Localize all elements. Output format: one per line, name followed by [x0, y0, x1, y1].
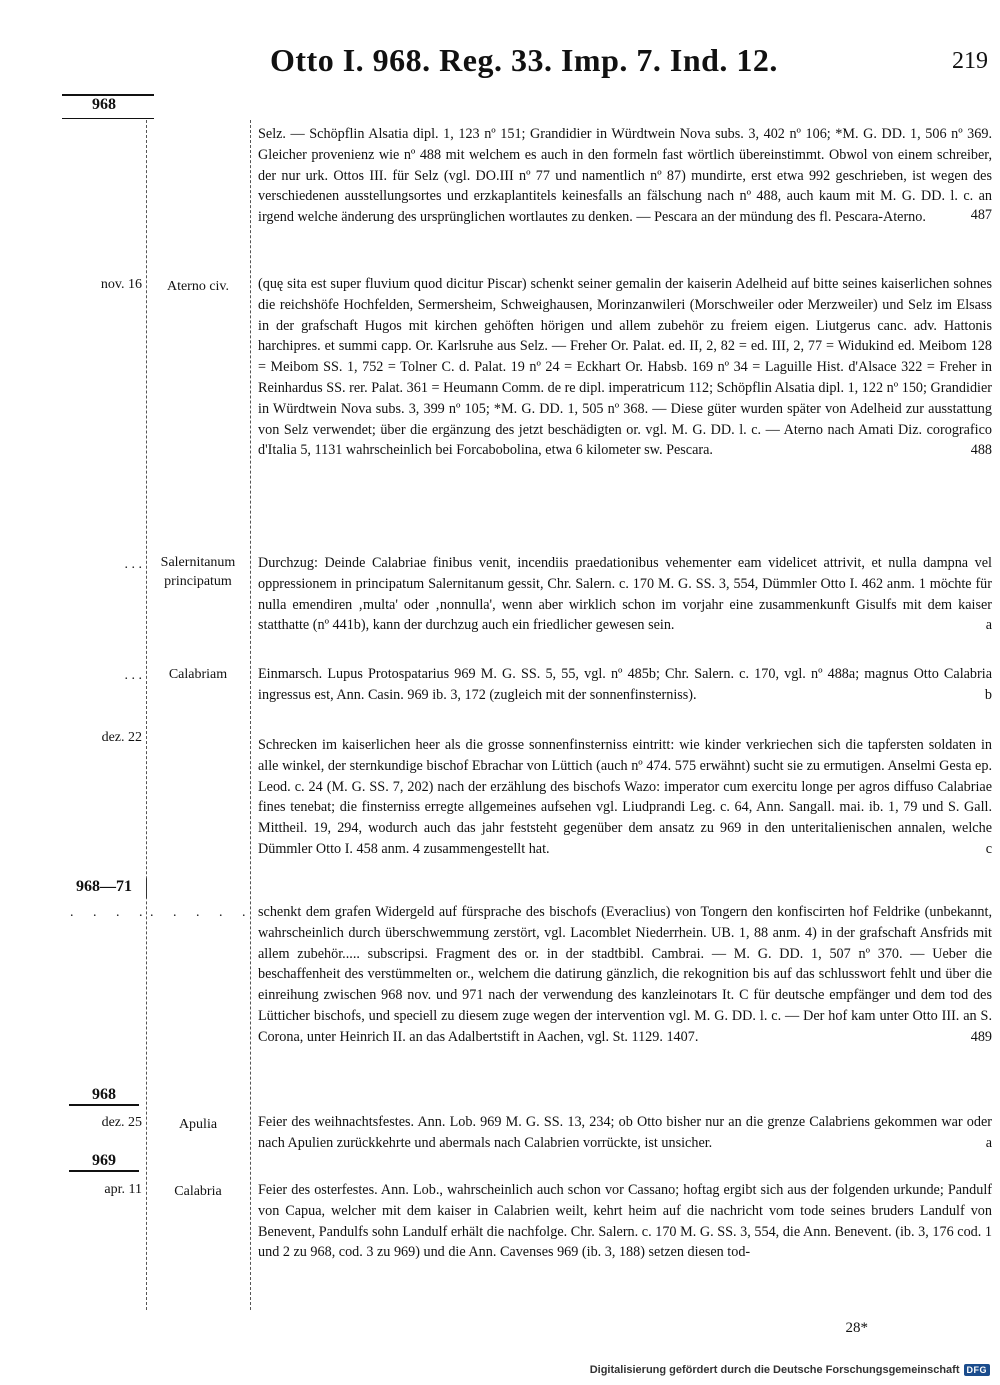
entry-text: schenkt dem grafen Widergeld auf fürsprache des bischofs (Everaclius) von Tongern den konfiscirten hof Feldrike (unbekannt, wahrscheinlich durch überschwemmung zerstört, vgl. Lacomblet Niederrhein. UB. 1, 88 anm. 4) in der grafschaft Ansfrids mit allem zubehör..... subscripsi. Fragment des or. in der stadtbibl. Cambrai. — M. G. DD. 1, 507 nº 370. — Ueber die beschaffenheit des verstümmelten or., welchem die datirung gänzlich, die rekognition bis auf das schlusswort fehlt und über die einreihung zwischen 968 nov. und 971 nach der verwendung des kanzleinotars It. C für deutsche empfänger und dem tod des Lütticher bischofs, und speciell zu diesem zuge wegen der intervention vgl. M. G. DD. l. c. — Der hof kam unter Otto III. an S. Corona, unter Heinrich II. an das Adalbertstift in Aachen, vgl. St. 1129. 1407.: [258, 904, 992, 1045]
regest-entry: [258, 735, 992, 860]
year-rule-bottom: [62, 118, 154, 119]
running-title: Otto I. 968. Reg. 33. Imp. 7. Ind. 12.: [270, 42, 778, 78]
dfg-logo: DFG: [964, 1364, 991, 1376]
entry-text: Feier des weihnachtsfestes. Ann. Lob. 969 M. G. SS. 13, 234; ob Otto bisher nur an die grenze Calabriens gekommen war oder nach Apulien zurückkehrte und abermals nach Calabrien vorrückte, ist unsicher.: [258, 1114, 992, 1151]
entry-place: Salernitanum principatum: [160, 555, 236, 589]
entry-text: Feier des osterfestes. Ann. Lob., wahrscheinlich auch schon vor Cassano; hoftag ergibt sich aus der folgenden urkunde; Pandulf von Capua, welcher mit dem kaiser in Calabrien weilt, kehrt heim auf die nachricht vom tode seines bruders Landulf von Benevent, Pandulfs sohn Landulf erhält die nachfolge. Chr. Salern. c. 170 M. G. SS. 3, 554, die Ann. Benevent. (ib. 3, 176 cod. 1 und 2 zu 968, cod. 3 zu 969) und die Ann. Cavenses 969 (ib. 3, 188) setzen diesen tod-: [258, 1182, 992, 1261]
entry-mark: a: [985, 617, 992, 634]
entry-date: dez. 22: [101, 730, 142, 745]
column-divider-place: [250, 120, 251, 1310]
regest-entry: [258, 1112, 992, 1154]
column-divider-date: [146, 120, 147, 1310]
entry-date: nov. 16: [100, 277, 142, 292]
credit-text: Digitalisierung gefördert durch die Deutsche Forschungsgemeinschaft: [589, 1364, 960, 1376]
regest-entry: [258, 274, 992, 461]
entry-date: . . . .: [70, 905, 151, 920]
entry-text: Selz. — Schöpflin Alsatia dipl. 1, 123 nº 151; Grandidier in Würdtwein Nova subs. 3, 402 nº 106; *M. G. DD. 1, 506 nº 369. Gleicher provenienz wie nº 488 mit welchem es auch in den formeln fast wörtlich übereinstimmt. Obwol von einem schreiber, der nur urk. Ottos III. für Selz (vgl. DO.III nº 77 und namentlich nº 87) mundirte, erst etwa 992 geschrieben, ist wegen des verschiedenen ausstellungsortes und erzkaplantitels keinesfalls an fälschung nach nº 488, auch kaum mit M. G. DD. l. c. an irgend welche änderung des ursprünglichen wortlautes zu denken. — Pescara an der mündung des fl. Pescara-Aterno.: [258, 126, 992, 226]
entry-place: Calabria: [174, 1184, 222, 1199]
entry-date: apr. 11: [104, 1182, 142, 1197]
entry-mark: c: [985, 840, 992, 857]
entry-date: dez. 25: [101, 1115, 142, 1130]
regest-entry: [258, 1180, 992, 1263]
entry-place: Apulia: [178, 1117, 218, 1132]
entry-text: Durchzug: Deinde Calabriae finibus venit, incendiis praedationibus vehementer eam videlicet attrivit, et nulla dampna vel oppressionem in principatum Salernitanum gessit, Chr. Salern. c. 170 M. G. SS. 3, 554, Dümmler Otto I. 462 anm. 1 möchte für nulla emendiren ‚multa' oder ‚nonnulla', wenn aber wirklich schon im vorjahr eine zusammenkunft Gisulfs mit dem kaiser statthatte (nº 441b), kann der durchzug auch ein friedlicher gewesen sein.: [258, 555, 992, 634]
entry-text: (quę sita est super fluvium quod dicitur Piscar) schenkt seiner gemalin der kaiserin Adelheid auf bitte seines kaiserlichen sohnes die reichshöfe Hochfelden, Sermersheim, Schweighausen, Morinzanwileri (Morschweiler oder Merzweiler) und Selz im Elsass in der grafschaft Hugos mit kirchen gehöften hörigen und allem zubehör zu freiem eigen. Liutgerus canc. adv. Hattonis harchipres. et summi capp. Or. Karlsruhe aus Selz. — Freher Or. Palat. ed. II, 2, 82 = ed. III, 2, 77 = Widukind ed. Meibom 128 = Meibom SS. 1, 752 = Tolner C. d. Palat. 19 nº 24 = Eckhart Or. Habsb. 169 nº 34 = Laguille Hist. d'Alsace 322 = Freher in Reinhardus SS. rer. Palat. 361 = Heumann Comm. de re dipl. imperatricum 112; Schöpflin Alsatia dipl. 1, 122 nº 150; Grandidier in Würdtwein Nova subs. 3, 399 nº 105; *M. G. DD. 1, 505 nº 368. — Diese güter wurden später von Adelheid zur ausstattung von Selz verwendet; über die ergänzung des jetzt beschädigten or. vgl. M. G. DD. l. c. — Aterno nach Amati Diz. corografico d'Italia 5, 1131 wahrscheinlich bei Forcabobolina, etwa 6 kilometer sw. Pescara.: [258, 276, 992, 459]
regest-entry: [258, 664, 992, 706]
page-header: [0, 42, 1000, 92]
year-mark: 969: [62, 1152, 146, 1172]
entry-text: Einmarsch. Lupus Protospatarius 969 M. G. SS. 5, 55, vgl. nº 485b; Chr. Salern. c. 170, vgl. nº 488a; magnus Otto Calabria ingressus est, Ann. Casin. 969 ib. 3, 172 (zugleich mit der sonnenfinsterniss).: [258, 666, 992, 703]
year-heading: 968: [92, 96, 116, 113]
regest-entry: [258, 902, 992, 1048]
year-range-mark: 968—71: [76, 878, 132, 895]
entry-number: 487: [970, 207, 992, 224]
year-mark: 968: [62, 1086, 146, 1106]
regest-entry: [258, 553, 992, 636]
page-number: 219: [952, 48, 988, 74]
entry-mark: a: [985, 1134, 992, 1151]
entry-date: . . .: [124, 557, 142, 572]
entry-date: . . .: [124, 668, 142, 683]
entry-number: 488: [970, 442, 992, 459]
year-range-bar: [146, 878, 147, 898]
entry-place: . . . . .: [150, 905, 254, 920]
entry-mark: b: [984, 686, 992, 703]
entry-number: 489: [970, 1028, 992, 1045]
digitization-credit: [590, 1362, 990, 1378]
entry-place: Aterno civ.: [166, 279, 230, 294]
entry-text: Schrecken im kaiserlichen heer als die grosse sonnenfinsterniss eintritt: wie kinder verkriechen sich die tapfersten soldaten in alle winkel, der sternkundige bischof Ebrachar von Lüttich (auch nº 474. 575 erwähnt) sucht sie zu ermutigen. Anselmi Gesta ep. Leod. c. 24 (M. G. SS. 7, 202) nach der erzählung des bischofs Wazo: imperator cum exercitu longe per agros diffuso Calabriae fines tenebat; die finsterniss erregte allgemeines aufsehen vgl. Liudprandi Leg. c. 64, Ann. Sangall. mai. ib. 1, 79 und S. Gall. Mittheil. 19, 294, wodurch auch das jahr feststeht gegenüber dem ansatz zu 969 in den unteritalienischen annalen, welche Dümmler Otto I. 458 anm. 4 zusammengestellt hat.: [258, 737, 992, 857]
entry-place: Calabriam: [168, 667, 228, 682]
regest-entry: [258, 124, 992, 228]
printer-signature: 28*: [845, 1320, 868, 1336]
